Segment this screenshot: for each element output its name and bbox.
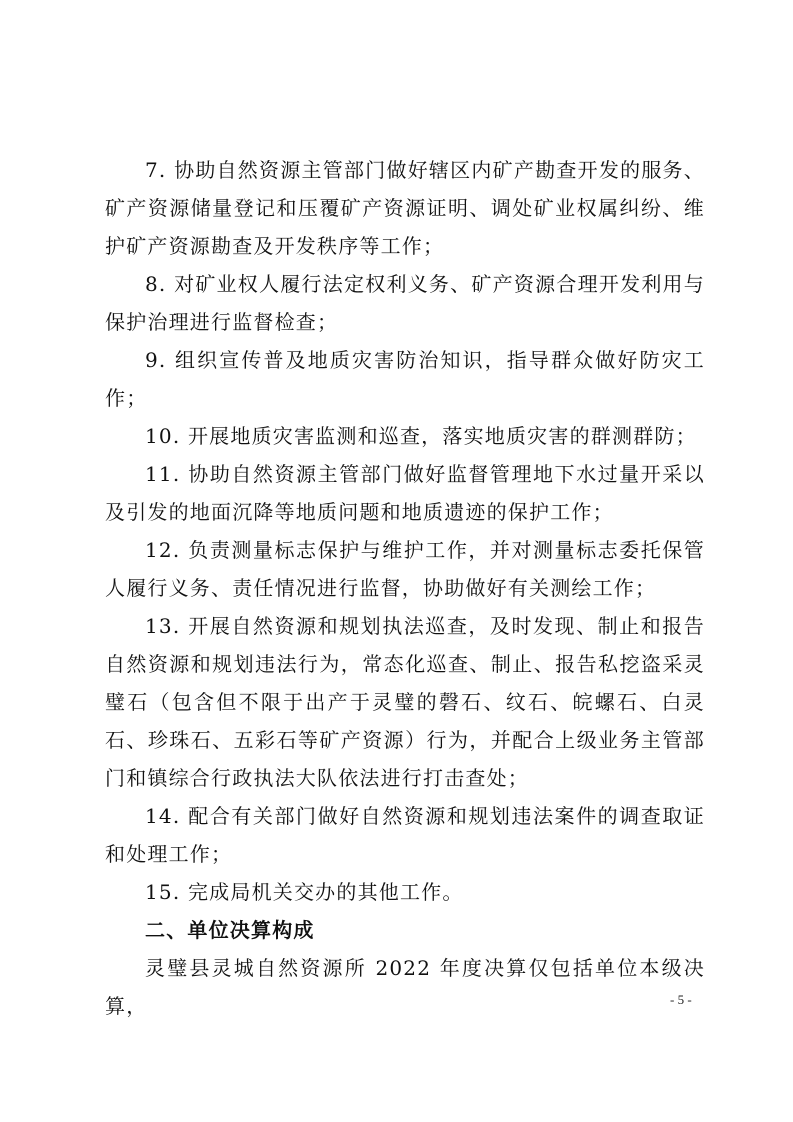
paragraph-item-8: 8. 对矿业权人履行法定权利义务、矿产资源合理开发利用与保护治理进行监督检查； [105, 272, 705, 334]
document-body [105, 151, 705, 1025]
section-heading: 二、单位决算构成 [145, 918, 315, 942]
paragraph-item-13: 13. 开展自然资源和规划执法巡查，及时发现、制止和报告自然资源和规划违法行为，常态化巡查、制止、报告私挖盗采灵璧石（包含但不限于出产于灵璧的磬石、纹石、皖螺石、白灵石、珍珠石、五彩石等矿产资源）行为，并配合上级业务主管部门和镇综合行政执法大队依法进行打击查处； [105, 614, 705, 790]
page-number: - 5 - [670, 992, 692, 1007]
paragraph-item-10: 10. 开展地质灾害监测和巡查，落实地质灾害的群测群防； [145, 424, 697, 448]
paragraph-item-11: 11. 协助自然资源主管部门做好监督管理地下水过量开采以及引发的地面沉降等地质问题和地质遗迹的保护工作； [105, 462, 705, 524]
paragraph-item-9: 9. 组织宣传普及地质灾害防治知识，指导群众做好防灾工作； [105, 348, 705, 410]
paragraph-item-7: 7. 协助自然资源主管部门做好辖区内矿产勘查开发的服务、矿产资源储量登记和压覆矿产资源证明、调处矿业权属纠纷、维护矿产资源勘查及开发秩序等工作； [105, 158, 705, 258]
paragraph-item-14: 14. 配合有关部门做好自然资源和规划违法案件的调查取证和处理工作； [105, 804, 705, 866]
paragraph-item-15: 15. 完成局机关交办的其他工作。 [145, 880, 464, 904]
final-paragraph: 灵璧县灵城自然资源所 2022 年度决算仅包括单位本级决算， [105, 956, 705, 1018]
paragraph-item-12: 12. 负责测量标志保护与维护工作，并对测量标志委托保管人履行义务、责任情况进行监督，协助做好有关测绘工作； [105, 538, 705, 600]
